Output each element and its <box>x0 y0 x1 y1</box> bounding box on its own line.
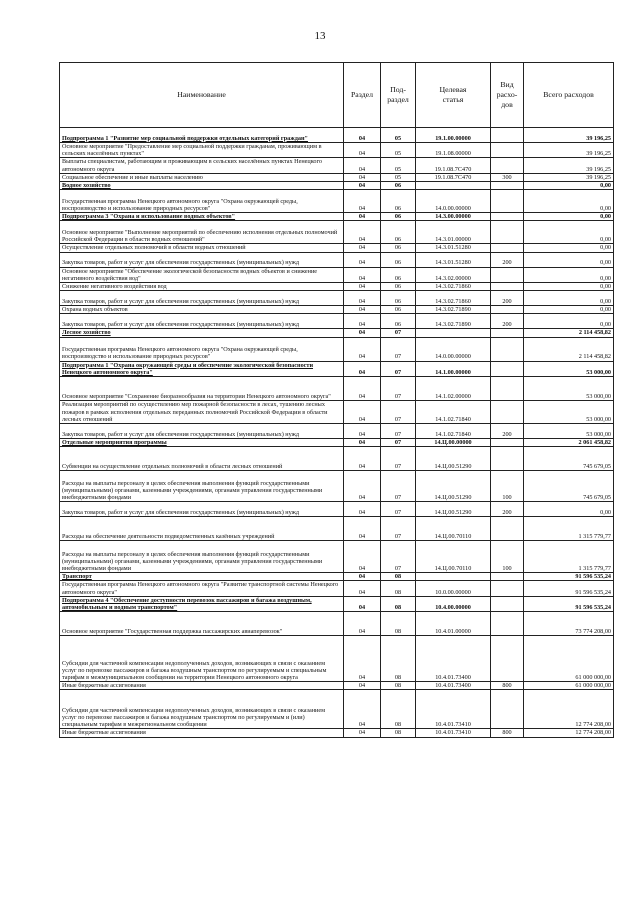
table-row <box>60 361 614 376</box>
cell-target: 14.3.02.71860 <box>416 283 491 291</box>
cell-subsection: 07 <box>381 337 416 361</box>
table-row <box>60 596 614 611</box>
cell-total: 39 196,25 <box>524 158 614 173</box>
cell-total: 53 000,00 <box>524 401 614 424</box>
cell-subsection: 06 <box>381 314 416 329</box>
cell-total: 39 196,25 <box>524 143 614 158</box>
table-row <box>60 252 614 267</box>
cell-exp-type: 300 <box>491 173 524 181</box>
cell-total: 0,00 <box>524 244 614 252</box>
cell-target: 14.3.01.51280 <box>416 252 491 267</box>
table-row <box>60 314 614 329</box>
cell-exp-type: 800 <box>491 682 524 690</box>
cell-subsection: 07 <box>381 424 416 439</box>
cell-name: Закупка товаров, работ и услуг для обеспечения государственных (муниципальных) нужд <box>60 502 344 517</box>
cell-target: 14.Ц.00.70110 <box>416 541 491 573</box>
cell-subsection: 07 <box>381 361 416 376</box>
cell-name: Государственная программа Ненецкого автономного округа "Развитие транспортной системы Ненецкого автономного округа" <box>60 581 344 596</box>
cell-total: 745 679,05 <box>524 471 614 502</box>
cell-total: 1 315 779,77 <box>524 517 614 541</box>
cell-name: Основное мероприятие "Обеспечение экологической безопасности водных объектов и снижение негативного воздействия вод" <box>60 267 344 282</box>
cell-name: Снижение негативного воздействия вод <box>60 283 344 291</box>
cell-target: 14.0.00.00000 <box>416 337 491 361</box>
cell-subsection: 07 <box>381 439 416 447</box>
cell-section: 04 <box>344 143 381 158</box>
cell-name: Выплаты специалистам, работающим и проживающим в сельских населённых пунктах Ненецкого автономного округа <box>60 158 344 173</box>
cell-target: 14.Ц.00.51290 <box>416 447 491 471</box>
cell-name: Подпрограмма 1 "Развитие мер социальной поддержки отдельных категорий граждан" <box>60 128 344 143</box>
cell-total: 0,00 <box>524 502 614 517</box>
cell-name: Водное хозяйство <box>60 182 344 190</box>
cell-exp-type <box>491 581 524 596</box>
cell-exp-type <box>491 329 524 337</box>
cell-section: 04 <box>344 361 381 376</box>
cell-section: 04 <box>344 314 381 329</box>
cell-name: Основное мероприятие "Выполнение мероприятий по обеспечению исполнения отдельных полномочий Российской Федерации в области водных отношений" <box>60 221 344 244</box>
cell-exp-type <box>491 128 524 143</box>
cell-exp-type <box>491 401 524 424</box>
cell-section: 04 <box>344 573 381 581</box>
cell-exp-type <box>491 361 524 376</box>
col-header-total: Всего расходов <box>524 63 614 128</box>
col-header-exp-type: Вид расхо- дов <box>491 63 524 128</box>
cell-total: 2 114 458,82 <box>524 337 614 361</box>
cell-exp-type <box>491 447 524 471</box>
cell-total: 0,00 <box>524 190 614 213</box>
cell-subsection: 08 <box>381 729 416 737</box>
cell-section: 04 <box>344 337 381 361</box>
cell-subsection: 08 <box>381 573 416 581</box>
cell-subsection: 08 <box>381 690 416 729</box>
cell-exp-type <box>491 439 524 447</box>
cell-exp-type <box>491 244 524 252</box>
cell-target <box>416 329 491 337</box>
cell-total: 0,00 <box>524 267 614 282</box>
cell-section: 04 <box>344 471 381 502</box>
cell-subsection: 06 <box>381 244 416 252</box>
cell-subsection: 05 <box>381 143 416 158</box>
cell-total: 0,00 <box>524 306 614 314</box>
cell-name: Реализация мероприятий по осуществлению мер пожарной безопасности в лесах, тушению лесных пожаров в рамках исполнения отдельных переданных полномочий Российской Федерации в области лесных отношений <box>60 401 344 424</box>
cell-target: 14.3.01.51280 <box>416 244 491 252</box>
col-header-subsection: Под- раздел <box>381 63 416 128</box>
table-row <box>60 471 614 502</box>
cell-subsection: 07 <box>381 502 416 517</box>
cell-target: 19.1.08.7С470 <box>416 173 491 181</box>
cell-total: 0,00 <box>524 283 614 291</box>
cell-total: 0,00 <box>524 252 614 267</box>
cell-total: 0,00 <box>524 221 614 244</box>
cell-subsection: 08 <box>381 596 416 611</box>
cell-name: Основное мероприятие "Государственная поддержка пассажирских авиаперевозок" <box>60 612 344 636</box>
cell-subsection: 08 <box>381 636 416 682</box>
col-header-name: Наименование <box>60 63 344 128</box>
table-row <box>60 636 614 682</box>
cell-target: 14.1.02.71840 <box>416 424 491 439</box>
cell-section: 04 <box>344 173 381 181</box>
cell-total: 73 774 208,00 <box>524 612 614 636</box>
cell-total: 53 000,00 <box>524 361 614 376</box>
cell-exp-type <box>491 517 524 541</box>
table-row <box>60 182 614 190</box>
cell-section: 04 <box>344 267 381 282</box>
table-row <box>60 221 614 244</box>
cell-section: 04 <box>344 581 381 596</box>
table-row <box>60 581 614 596</box>
cell-total: 91 596 535,24 <box>524 581 614 596</box>
cell-target: 14.3.02.71860 <box>416 291 491 306</box>
cell-section: 04 <box>344 329 381 337</box>
cell-target: 10.4.01.73400 <box>416 636 491 682</box>
cell-name: Подпрограмма 1 "Охрана окружающей среды и обеспечение экологической безопасности Ненецкого автономного округа" <box>60 361 344 376</box>
table-row <box>60 690 614 729</box>
table-row <box>60 173 614 181</box>
cell-section: 04 <box>344 283 381 291</box>
cell-total: 91 596 535,24 <box>524 596 614 611</box>
table-row <box>60 329 614 337</box>
cell-subsection: 05 <box>381 158 416 173</box>
cell-target: 14.Ц.00.00000 <box>416 439 491 447</box>
cell-section: 04 <box>344 682 381 690</box>
table-row <box>60 729 614 737</box>
cell-exp-type <box>491 267 524 282</box>
cell-subsection: 06 <box>381 283 416 291</box>
cell-target: 14.3.00.00000 <box>416 213 491 221</box>
cell-section: 04 <box>344 158 381 173</box>
cell-section: 04 <box>344 596 381 611</box>
cell-name: Государственная программа Ненецкого автономного округа "Охрана окружающей среды, воспроизводство и использование природных ресурсов" <box>60 337 344 361</box>
cell-name: Расходы на выплаты персоналу в целях обеспечения выполнения функций государственными (муниципальными) органами, казенными учреждениями, органами управления государственными внебюджетными фондами <box>60 471 344 502</box>
cell-target: 14.Ц.00.51290 <box>416 502 491 517</box>
table-row <box>60 158 614 173</box>
cell-exp-type <box>491 143 524 158</box>
cell-section: 04 <box>344 190 381 213</box>
cell-exp-type: 200 <box>491 424 524 439</box>
cell-exp-type: 100 <box>491 541 524 573</box>
cell-name: Лесное хозяйство <box>60 329 344 337</box>
cell-total: 2 114 458,82 <box>524 329 614 337</box>
cell-total: 61 000 000,00 <box>524 636 614 682</box>
cell-section: 04 <box>344 447 381 471</box>
cell-name: Подпрограмма 4 "Обеспечение доступности перевозок пассажиров и багажа воздушным, автомобильным и водным транспортом" <box>60 596 344 611</box>
cell-target: 19.1.00.00000 <box>416 128 491 143</box>
col-header-target: Целевая статья <box>416 63 491 128</box>
cell-target: 10.0.00.00000 <box>416 581 491 596</box>
cell-subsection: 07 <box>381 377 416 401</box>
cell-section: 04 <box>344 636 381 682</box>
cell-subsection: 06 <box>381 221 416 244</box>
cell-total: 1 315 779,77 <box>524 541 614 573</box>
cell-subsection: 07 <box>381 447 416 471</box>
cell-subsection: 07 <box>381 541 416 573</box>
page-number: 13 <box>314 30 326 42</box>
cell-name: Закупка товаров, работ и услуг для обеспечения государственных (муниципальных) нужд <box>60 424 344 439</box>
table-row <box>60 502 614 517</box>
col-header-section: Раздел <box>344 63 381 128</box>
cell-subsection: 06 <box>381 213 416 221</box>
cell-target <box>416 573 491 581</box>
cell-total: 39 196,25 <box>524 128 614 143</box>
table-row <box>60 337 614 361</box>
cell-target: 19.1.08.7С470 <box>416 158 491 173</box>
cell-target: 14.1.02.71840 <box>416 401 491 424</box>
cell-exp-type <box>491 182 524 190</box>
cell-target: 14.3.02.71890 <box>416 306 491 314</box>
cell-total: 0,00 <box>524 291 614 306</box>
cell-section: 04 <box>344 690 381 729</box>
cell-subsection: 08 <box>381 612 416 636</box>
cell-section: 04 <box>344 401 381 424</box>
cell-total: 12 774 208,00 <box>524 690 614 729</box>
cell-total: 91 596 535,24 <box>524 573 614 581</box>
cell-subsection: 06 <box>381 182 416 190</box>
cell-name: Субсидии для частичной компенсации недополученных доходов, возникающих в связи с оказанием услуг по перевозке пассажиров и багажа воздушным транспортом по регулируемым и специальным тарифам в межмуниципальном сообщении на территории Ненецкого автономного округа <box>60 636 344 682</box>
table-row <box>60 213 614 221</box>
cell-subsection: 07 <box>381 401 416 424</box>
cell-name: Закупка товаров, работ и услуг для обеспечения государственных (муниципальных) нужд <box>60 252 344 267</box>
cell-name: Подпрограмма 3 "Охрана и использование водных объектов" <box>60 213 344 221</box>
cell-target: 14.3.02.00000 <box>416 267 491 282</box>
cell-section: 04 <box>344 221 381 244</box>
cell-exp-type <box>491 612 524 636</box>
cell-name: Субсидии для частичной компенсации недополученных доходов, возникающих в связи с оказанием услуг по перевозке пассажиров и багажа воздушным транспортом по регулируемым и (или) специальным тарифам в межрегиональном сообщении <box>60 690 344 729</box>
cell-section: 04 <box>344 128 381 143</box>
budget-table <box>59 62 614 738</box>
cell-name: Иные бюджетные ассигнования <box>60 682 344 690</box>
cell-total: 0,00 <box>524 213 614 221</box>
cell-target: 14.3.02.71890 <box>416 314 491 329</box>
cell-exp-type <box>491 158 524 173</box>
cell-subsection: 06 <box>381 190 416 213</box>
table-row <box>60 143 614 158</box>
cell-section: 04 <box>344 612 381 636</box>
cell-exp-type: 200 <box>491 502 524 517</box>
cell-subsection: 06 <box>381 291 416 306</box>
cell-section: 04 <box>344 424 381 439</box>
cell-target: 14.Ц.00.51290 <box>416 471 491 502</box>
cell-exp-type: 200 <box>491 314 524 329</box>
table-row <box>60 128 614 143</box>
cell-subsection: 06 <box>381 252 416 267</box>
cell-subsection: 08 <box>381 581 416 596</box>
cell-exp-type: 200 <box>491 291 524 306</box>
table-row <box>60 306 614 314</box>
cell-section: 04 <box>344 244 381 252</box>
cell-exp-type <box>491 213 524 221</box>
cell-target: 10.4.01.73400 <box>416 682 491 690</box>
cell-section: 04 <box>344 541 381 573</box>
table-row <box>60 573 614 581</box>
cell-target: 14.0.00.00000 <box>416 190 491 213</box>
cell-section: 04 <box>344 291 381 306</box>
cell-total: 0,00 <box>524 182 614 190</box>
cell-section: 04 <box>344 377 381 401</box>
cell-section: 04 <box>344 182 381 190</box>
cell-target <box>416 182 491 190</box>
table-row <box>60 283 614 291</box>
cell-name: Охрана водных объектов <box>60 306 344 314</box>
cell-subsection: 06 <box>381 306 416 314</box>
cell-subsection: 07 <box>381 471 416 502</box>
table-row <box>60 401 614 424</box>
cell-exp-type <box>491 573 524 581</box>
cell-name: Расходы на обеспечение деятельности подведомственных казённых учреждений <box>60 517 344 541</box>
cell-section: 04 <box>344 306 381 314</box>
cell-name: Транспорт <box>60 573 344 581</box>
cell-exp-type <box>491 636 524 682</box>
cell-exp-type <box>491 337 524 361</box>
cell-section: 04 <box>344 729 381 737</box>
table-row <box>60 517 614 541</box>
table-row <box>60 377 614 401</box>
table-row <box>60 541 614 573</box>
cell-exp-type: 100 <box>491 471 524 502</box>
table-row <box>60 244 614 252</box>
cell-target: 14.1.02.00000 <box>416 377 491 401</box>
table-body <box>60 128 614 738</box>
cell-total: 53 000,00 <box>524 377 614 401</box>
cell-total: 53 000,00 <box>524 424 614 439</box>
cell-name: Основное мероприятие "Сохранение биоразнообразия на территории Ненецкого автономного округа" <box>60 377 344 401</box>
cell-total: 0,00 <box>524 314 614 329</box>
cell-target: 14.1.00.00000 <box>416 361 491 376</box>
cell-exp-type <box>491 283 524 291</box>
cell-name: Основное мероприятие "Предоставление мер социальной поддержки гражданам, проживающим в сельских населённых пунктах" <box>60 143 344 158</box>
cell-exp-type: 200 <box>491 252 524 267</box>
cell-target: 10.4.01.00000 <box>416 612 491 636</box>
cell-target: 10.4.01.73410 <box>416 690 491 729</box>
cell-section: 04 <box>344 502 381 517</box>
cell-name: Закупка товаров, работ и услуг для обеспечения государственных (муниципальных) нужд <box>60 291 344 306</box>
table-row <box>60 612 614 636</box>
cell-exp-type <box>491 221 524 244</box>
cell-exp-type <box>491 690 524 729</box>
cell-target: 19.1.08.00000 <box>416 143 491 158</box>
cell-total: 2 061 458,82 <box>524 439 614 447</box>
cell-target: 10.4.01.73410 <box>416 729 491 737</box>
cell-subsection: 05 <box>381 128 416 143</box>
cell-total: 745 679,05 <box>524 447 614 471</box>
cell-total: 39 196,25 <box>524 173 614 181</box>
table-row <box>60 439 614 447</box>
cell-name: Отдельные мероприятия программы <box>60 439 344 447</box>
cell-exp-type <box>491 377 524 401</box>
cell-total: 61 000 000,00 <box>524 682 614 690</box>
table-row <box>60 682 614 690</box>
cell-section: 04 <box>344 439 381 447</box>
table-row <box>60 267 614 282</box>
cell-subsection: 06 <box>381 267 416 282</box>
cell-subsection: 07 <box>381 517 416 541</box>
cell-section: 04 <box>344 213 381 221</box>
table-row <box>60 447 614 471</box>
cell-section: 04 <box>344 517 381 541</box>
cell-exp-type <box>491 596 524 611</box>
table-header-row <box>60 63 614 128</box>
cell-name: Социальное обеспечение и иные выплаты населению <box>60 173 344 181</box>
cell-total: 12 774 208,00 <box>524 729 614 737</box>
cell-exp-type <box>491 306 524 314</box>
cell-section: 04 <box>344 252 381 267</box>
cell-target: 10.4.00.00000 <box>416 596 491 611</box>
cell-name: Расходы на выплаты персоналу в целях обеспечения выполнения функций государственными (муниципальными) органами, казенными учреждениями, органами управления государственными внебюджетными фондами <box>60 541 344 573</box>
cell-name: Государственная программа Ненецкого автономного округа "Охрана окружающей среды, воспроизводство и использование природных ресурсов" <box>60 190 344 213</box>
cell-subsection: 05 <box>381 173 416 181</box>
table-row <box>60 424 614 439</box>
cell-name: Закупка товаров, работ и услуг для обеспечения государственных (муниципальных) нужд <box>60 314 344 329</box>
cell-exp-type: 800 <box>491 729 524 737</box>
table-row <box>60 190 614 213</box>
cell-exp-type <box>491 190 524 213</box>
cell-name: Иные бюджетные ассигнования <box>60 729 344 737</box>
cell-target: 14.3.01.00000 <box>416 221 491 244</box>
cell-name: Осуществление отдельных полномочий в области водных отношений <box>60 244 344 252</box>
cell-subsection: 08 <box>381 682 416 690</box>
cell-name: Субвенции на осуществление отдельных полномочий в области лесных отношений <box>60 447 344 471</box>
cell-subsection: 07 <box>381 329 416 337</box>
cell-target: 14.Ц.00.70110 <box>416 517 491 541</box>
table-row <box>60 291 614 306</box>
